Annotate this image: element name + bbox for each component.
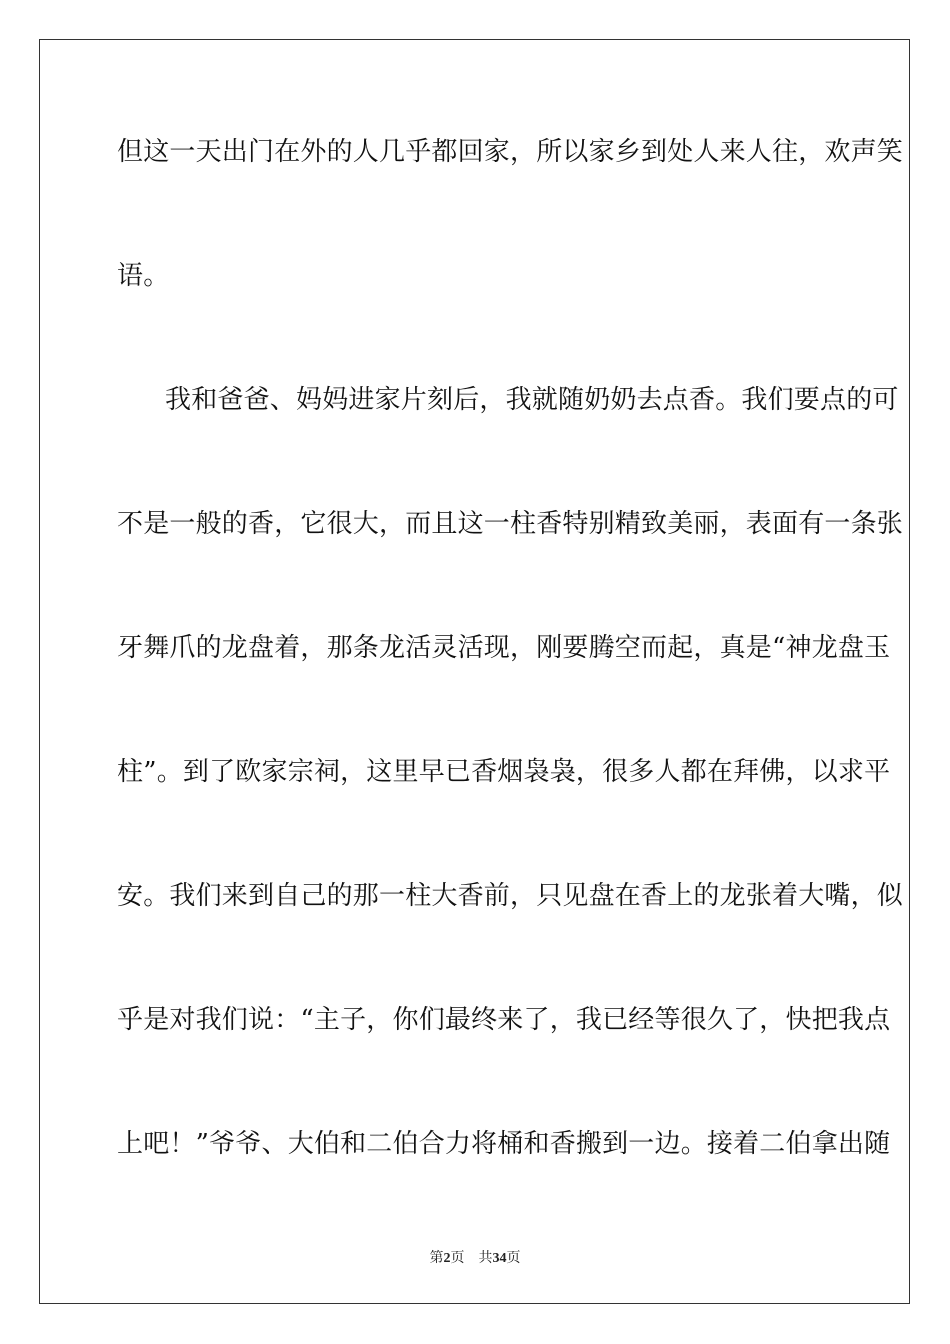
text-line-7: 安。我们来到自己的那一柱大香前，只见盘在香上的龙张着大嘴，似 [117,881,904,911]
text-line-6: 柱”。到了欧家宗祠，这里早已香烟袅袅，很多人都在拜佛，以求平 [117,757,891,787]
text-line-9: 上吧！”爷爷、大伯和二伯合力将桶和香搬到一边。接着二伯拿出随 [117,1129,891,1159]
total-suffix: 页 [506,1251,521,1266]
text-line-8: 乎是对我们说：“主子，你们最终来了，我已经等很久了，快把我点 [117,1005,891,1035]
total-prefix: 共 [478,1251,493,1266]
page-suffix: 页 [450,1251,465,1266]
text-line-4: 不是一般的香，它很大，而且这一柱香特别精致美丽，表面有一条张 [117,509,904,539]
text-line-2: 语。 [117,261,170,291]
page-prefix: 第 [429,1251,444,1266]
page-footer [0,1247,950,1267]
page-number: 2 [443,1251,451,1266]
page-border [39,39,910,1304]
total-pages: 34 [492,1251,507,1266]
text-line-1: 但这一天出门在外的人几乎都回家，所以家乡到处人来人往，欢声笑 [117,137,904,167]
text-line-5: 牙舞爪的龙盘着，那条龙活灵活现，刚要腾空而起，真是“神龙盘玉 [117,633,891,663]
text-line-3: 我和爸爸、妈妈进家片刻后，我就随奶奶去点香。我们要点的可 [165,385,899,415]
